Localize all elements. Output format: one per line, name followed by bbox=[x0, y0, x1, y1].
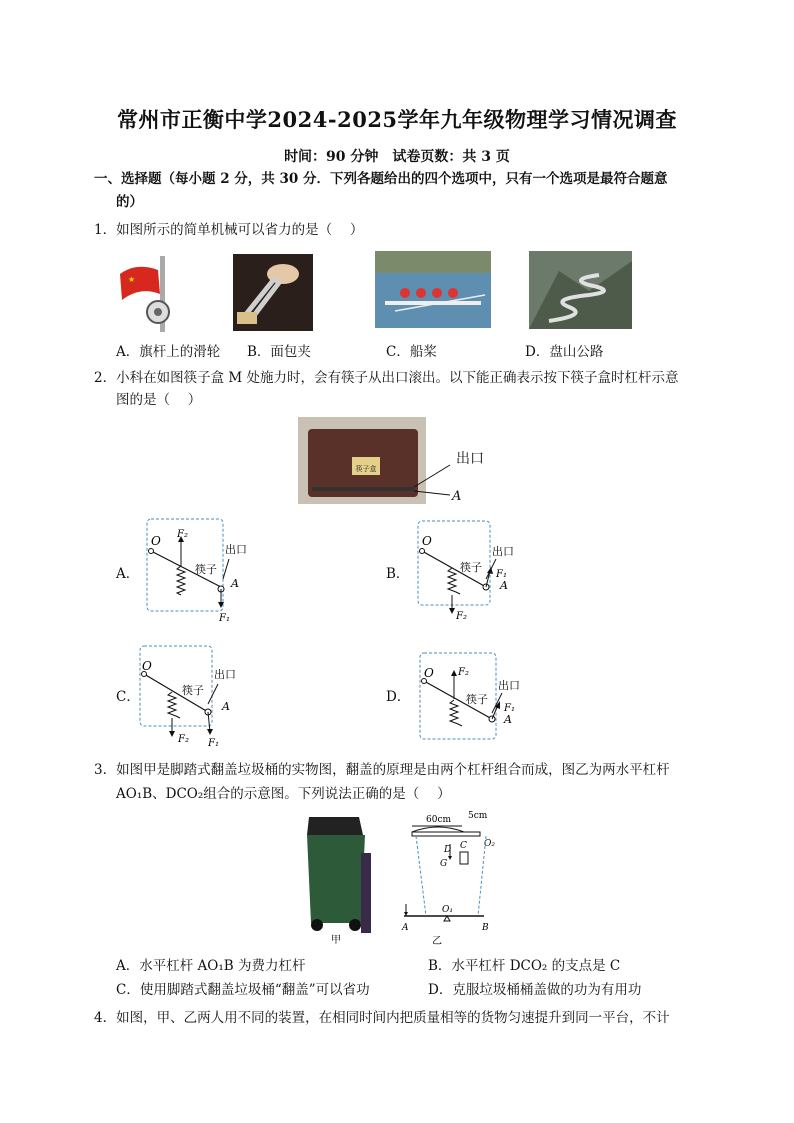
lever-diagram-b bbox=[416, 519, 526, 623]
rowing-oar-image bbox=[375, 251, 491, 328]
exit-label: 出口 bbox=[456, 451, 484, 467]
q1-option-c: C．船桨 bbox=[386, 344, 437, 360]
q2-stem-line1: 2．小科在如图筷子盒 M 处施力时，会有筷子从出口滚出。以下能正确表示按下筷子盒时杠杆示意 bbox=[94, 370, 679, 386]
q1-option-b: B．面包夹 bbox=[247, 344, 311, 360]
svg-text:A: A bbox=[231, 577, 239, 590]
svg-text:出口: 出口 bbox=[225, 543, 247, 556]
svg-text:A: A bbox=[504, 713, 512, 726]
q3-option-a: A．水平杠杆 AO₁B 为费力杠杆 bbox=[116, 958, 306, 974]
svg-text:出口: 出口 bbox=[492, 545, 514, 558]
svg-text:筷子: 筷子 bbox=[195, 563, 217, 576]
q1-stem: 1．如图所示的简单机械可以省力的是（ ） bbox=[94, 222, 364, 238]
svg-text:F₁: F₁ bbox=[208, 738, 219, 748]
q2-option-a: A． bbox=[116, 566, 140, 582]
svg-text:B: B bbox=[482, 923, 489, 933]
svg-text:O: O bbox=[151, 534, 161, 548]
section-heading-line1: 一、选择题（每小题 2 分，共 30 分．下列各题给出的四个选项中，只有一个选项是最符合题意 bbox=[94, 171, 668, 187]
svg-text:甲: 甲 bbox=[331, 935, 341, 946]
svg-text:筷子: 筷子 bbox=[460, 561, 482, 574]
svg-text:A: A bbox=[500, 579, 508, 592]
q3-option-d: D．克服垃圾桶桶盖做的功为有用功 bbox=[428, 982, 642, 998]
chopstick-box-figure bbox=[298, 417, 498, 504]
svg-text:5cm: 5cm bbox=[468, 811, 488, 821]
svg-text:G: G bbox=[440, 859, 448, 869]
trash-can-diagram bbox=[398, 808, 518, 948]
svg-text:O₂: O₂ bbox=[484, 839, 495, 849]
svg-text:筷子: 筷子 bbox=[466, 693, 488, 706]
svg-text:乙: 乙 bbox=[432, 936, 442, 947]
q2-option-c: C． bbox=[116, 689, 140, 705]
lever-diagram-d bbox=[418, 651, 528, 751]
svg-text:O: O bbox=[422, 534, 432, 548]
q3-stem-line2: AO₁B、DCO₂组合的示意图。下列说法正确的是（ ） bbox=[116, 786, 451, 802]
q2-option-b: B． bbox=[386, 566, 410, 582]
lever-diagram-a bbox=[145, 517, 260, 627]
svg-text:F₂: F₂ bbox=[178, 734, 189, 745]
section-heading-line2: 的） bbox=[116, 194, 143, 210]
svg-text:O: O bbox=[142, 659, 152, 673]
svg-text:60cm: 60cm bbox=[426, 815, 452, 825]
svg-text:C: C bbox=[460, 841, 467, 851]
q1-option-d: D．盘山公路 bbox=[525, 344, 604, 360]
trash-can-photo bbox=[299, 813, 373, 947]
flag-pulley-image bbox=[116, 254, 182, 332]
svg-text:F₂: F₂ bbox=[458, 667, 469, 678]
q3-stem-line1: 3．如图甲是脚踏式翻盖垃圾桶的实物图，翻盖的原理是由两个杠杆组合而成，图乙为两水平杠杆 bbox=[94, 762, 670, 778]
svg-text:O₁: O₁ bbox=[442, 905, 453, 915]
q2-stem-line2: 图的是（ ） bbox=[116, 392, 202, 408]
point-a-label: A bbox=[452, 489, 462, 504]
exam-info: 时间：90 分钟 试卷页数：共 3 页 bbox=[284, 149, 510, 165]
svg-text:F₂: F₂ bbox=[456, 611, 467, 622]
lever-diagram-c bbox=[138, 644, 258, 748]
svg-text:F₁: F₁ bbox=[504, 703, 515, 714]
mountain-road-image bbox=[529, 251, 632, 329]
svg-text:O: O bbox=[424, 666, 434, 680]
page-title: 常州市正衡中学2024-2025学年九年级物理学习情况调查 bbox=[116, 107, 678, 132]
svg-text:F₁: F₁ bbox=[496, 569, 507, 580]
svg-text:A: A bbox=[222, 700, 230, 713]
q3-option-c: C．使用脚踏式翻盖垃圾桶“翻盖”可以省功 bbox=[116, 982, 370, 998]
svg-text:★: ★ bbox=[128, 275, 136, 284]
svg-text:出口: 出口 bbox=[498, 679, 520, 692]
tongs-image bbox=[233, 254, 313, 331]
box-label: 筷子盒 bbox=[355, 465, 377, 473]
svg-text:筷子: 筷子 bbox=[182, 684, 204, 697]
q4-stem: 4．如图，甲、乙两人用不同的装置，在相同时间内把质量相等的货物匀速提升到同一平台，不计 bbox=[94, 1010, 670, 1026]
q3-option-b: B．水平杠杆 DCO₂ 的支点是 C bbox=[428, 958, 621, 974]
svg-text:F₁: F₁ bbox=[219, 613, 230, 624]
q1-option-a: A．旗杆上的滑轮 bbox=[116, 344, 221, 360]
svg-text:A: A bbox=[402, 923, 409, 933]
svg-text:D: D bbox=[444, 845, 452, 855]
q2-option-d: D． bbox=[386, 689, 411, 705]
svg-text:F₂: F₂ bbox=[177, 529, 188, 540]
svg-text:出口: 出口 bbox=[214, 668, 236, 681]
